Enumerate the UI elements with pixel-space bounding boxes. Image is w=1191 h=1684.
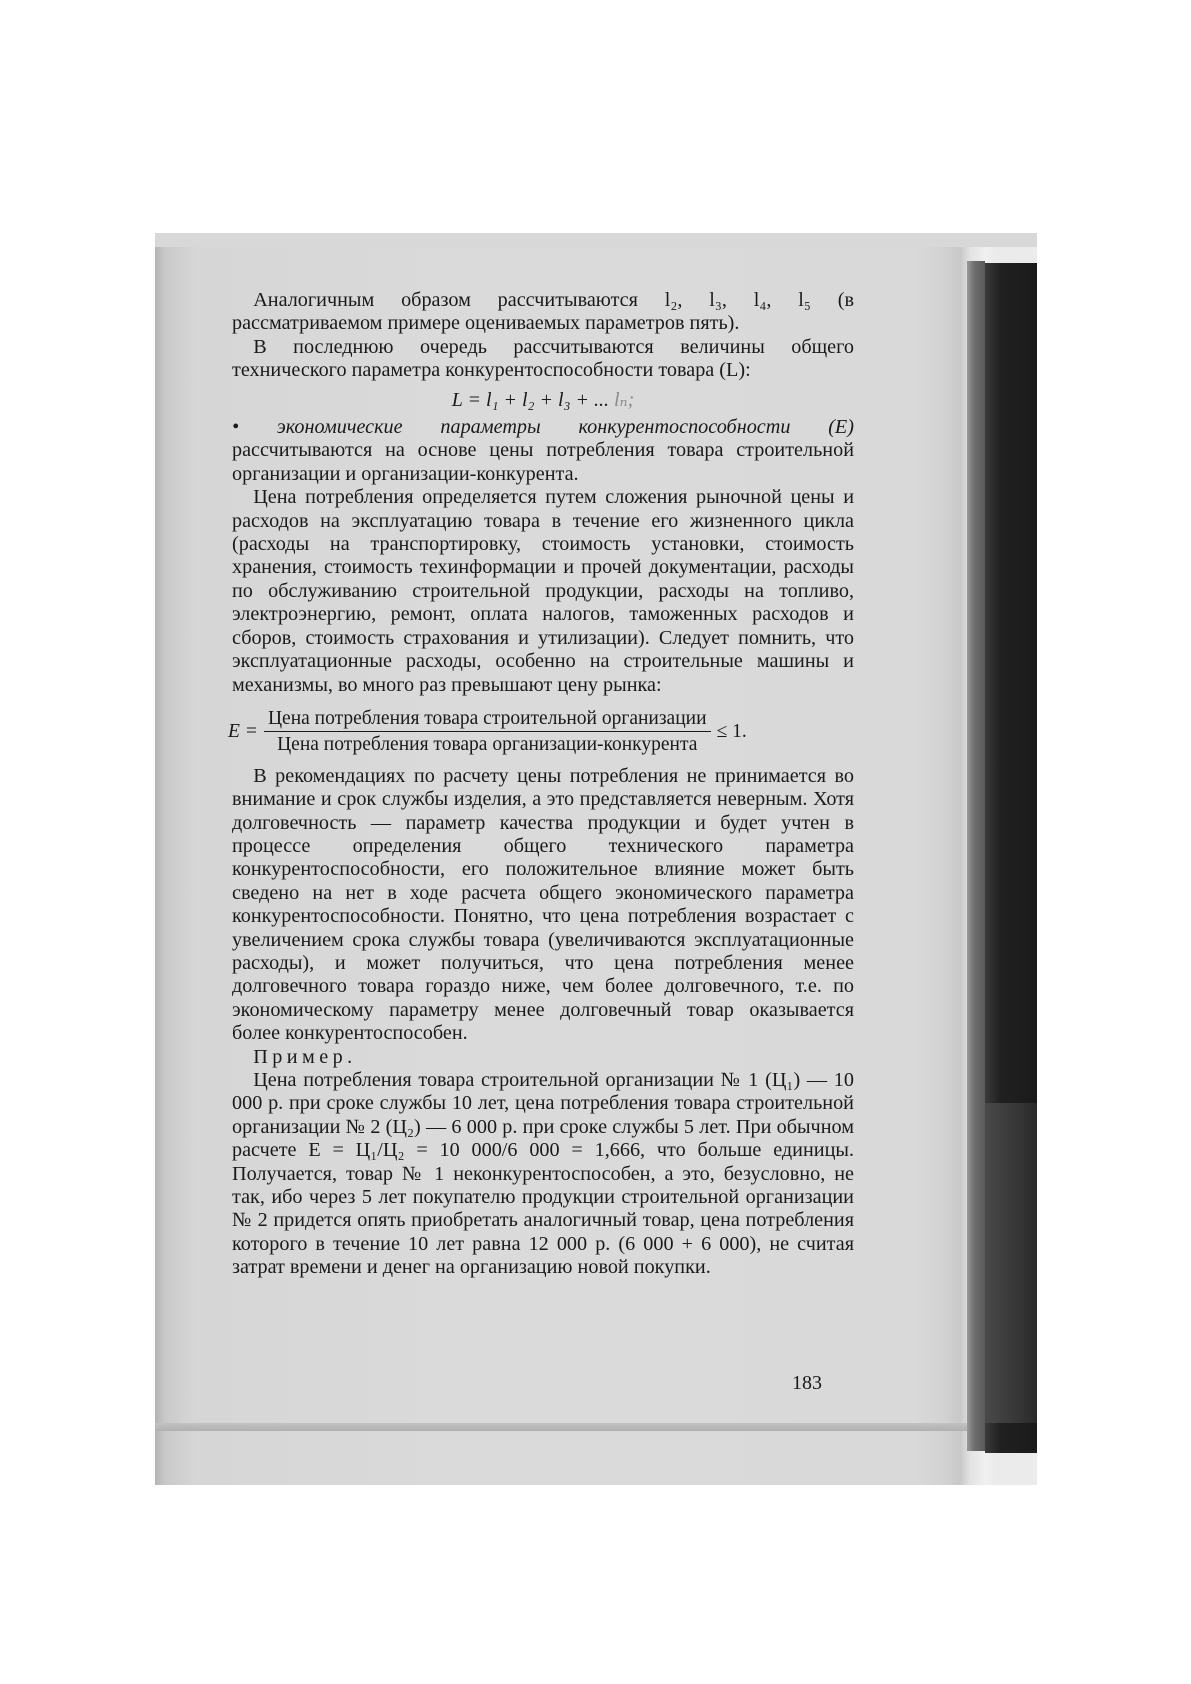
paragraph-1: Аналогичным образом рассчитываются l₂, l₃, l₄, l₅ (в рассматриваемом примере оцениваемых параметров пять).: [232, 289, 854, 335]
paragraph-5: В рекомендациях по расчету цены потребления не принимается во внимание и срок службы изделия, а это представляется неверным. Хотя долговечность — параметр качества продукции и будет учтен в процессе определения общего технического параметра конкурентоспособности, его положительное влияние может быть сведено на нет в ходе расчета общего экономического параметра конкурентоспособности. Понятно, что цена потребления возрастает с увеличением срока службы товара (увеличиваются эксплуатационные расходы), и может получиться, что цена потребления менее долговечного товара гораздо ниже, чем более долговечного, т.е. по экономическому параметру менее долговечный товар оказывается более конкурентоспособен.: [232, 764, 854, 1045]
paragraph-3-rest: рассчитываются на основе цены потребления товара строительной организации и организации-конкурента.: [232, 439, 854, 485]
formula-L-tail: lₙ;: [613, 388, 635, 411]
formula-L-main: L = l₁ + l₂ + l₃ + ...: [451, 388, 609, 411]
formula-E-numerator: Цена потребления товара строительной организации: [264, 707, 711, 732]
formula-E-rhs: ≤ 1.: [716, 721, 747, 743]
page-number: 183: [792, 1372, 822, 1394]
formula-E: [228, 707, 854, 757]
formula-L: [232, 389, 854, 412]
economic-params-term: • экономические параметры конкурентоспособности (E): [232, 416, 854, 439]
book-spine-band: [985, 1103, 1037, 1423]
paragraph-4: Цена потребления определяется путем сложения рыночной цены и расходов на эксплуатацию товара в течение его жизненного цикла (расходы на транспортировку, стоимость установки, стоимость хранения, стоимость техинформации и прочей документации, расходы по обслуживанию строительной продукции, расходы на топливо, электроэнергию, ремонт, оплата налогов, таможенных расходов и сборов, стоимость страхования и утилизации). Следует помнить, что эксплуатационные расходы, особенно на строительные машины и механизмы, во много раз превышают цену рынка:: [232, 486, 854, 696]
scan-top-edge: [155, 233, 1037, 247]
book-spine-shadow: [967, 261, 985, 1451]
paragraph-7: Цена потребления товара строительной организации № 1 (Ц₁) — 10 000 р. при сроке службы 10 лет, цена потребления товара строительной организации № 2 (Ц₂) — 6 000 р. при сроке службы 5 лет. При обычном расчете Е = Ц₁/Ц₂ = 10 000/6 000 = 1,666, что больше единицы. Получается, товар № 1 неконкурентоспособен, а это, безусловно, не так, ибо через 5 лет покупателю продукции строительной организации № 2 придется опять приобретать аналогичный товар, цена потребления которого в течение 10 лет равна 12 000 р. (6 000 + 6 000), не считая затрат времени и денег на организацию новой покупки.: [232, 1069, 854, 1279]
paragraph-2: В последнюю очередь рассчитываются величины общего технического параметра конкурентоспособности товара (L):: [232, 335, 854, 382]
page-text: [228, 289, 854, 1280]
page-bottom-edge: [155, 1423, 967, 1431]
example-heading: Пример.: [253, 1045, 357, 1068]
formula-E-lhs: E =: [228, 721, 258, 743]
formula-E-denominator: Цена потребления товара организации-конкурента: [277, 734, 698, 756]
paragraph-3: [232, 416, 854, 486]
formula-E-fraction: [264, 707, 711, 757]
